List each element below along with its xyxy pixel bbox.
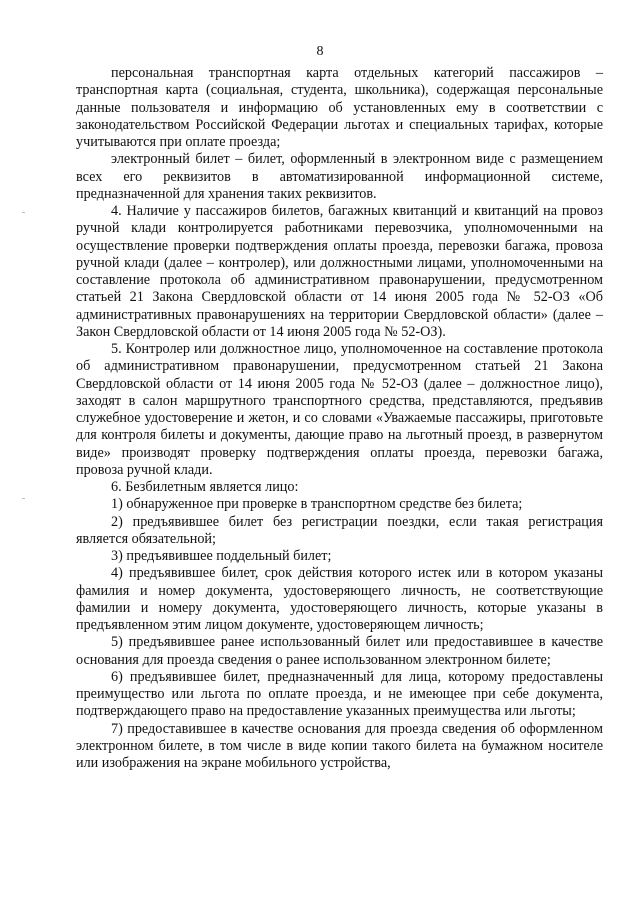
paragraph-item-4: 4. Наличие у пассажиров билетов, багажных квитанций и квитанций на провоз ручной клади контролируется работниками перевозчика, уполномоченными на осуществление проверки подтверждения оплаты проезда, перевозки багажа, провоза ручной клади (далее – контролер), или должностными лицами, уполномоченными на составление протокола об административном правонарушении, предусмотренном статьей 21 Закона Свердловской области от 14 июня 2005 года № 52-ОЗ «Об административных правонарушениях на территории Свердловской области» (далее – Закон Свердловской области от 14 июня 2005 года № 52-ОЗ). (76, 203, 603, 340)
list-item-2: 2) предъявившее билет без регистрации поездки, если такая регистрация является обязательной; (76, 513, 603, 547)
scan-margin-mark (22, 498, 25, 499)
document-body (76, 65, 603, 772)
paragraph-item-6: 6. Безбилетным является лицо: (111, 479, 299, 495)
list-item-3: 3) предъявившее поддельный билет; (111, 548, 332, 564)
paragraph-transport-card: персональная транспортная карта отдельных категорий пассажиров – транспортная карта (социальная, студента, школьника), содержащая персональные данные пользователя и информацию об установленных ему в соответствии с законодательством Российской Федерации льготах и специальных тарифах, которые учитываются при оплате проезда; (76, 65, 603, 150)
list-item-7: 7) предоставившее в качестве основания для проезда сведения об оформленном электронном билете, в том числе в виде копии такого билета на бумажном носителе или изображения на экране мобильного устройства, (76, 720, 603, 771)
list-item-4: 4) предъявившее билет, срок действия которого истек или в котором указаны фамилия и номер документа, удостоверяющего личность, не соответствующие фамилии и номеру документа, удостоверяющего личность, которые указаны в предъявленном этим лицом документе, удостоверяющем личность; (76, 565, 603, 633)
scan-margin-mark (22, 212, 25, 213)
list-item-1: 1) обнаруженное при проверке в транспортном средстве без билета; (111, 496, 523, 513)
paragraph-electronic-ticket: электронный билет – билет, оформленный в электронном виде с размещением всех его реквизитов в автоматизированной информационной системе, предназначенной для хранения таких реквизитов. (76, 151, 603, 202)
paragraph-item-5: 5. Контролер или должностное лицо, уполномоченное на составление протокола об административном правонарушении, предусмотренном статьей 21 Закона Свердловской области от 14 июня 2005 года № 52-ОЗ (далее – должностное лицо), заходят в салон маршрутного транспортного средства, представляются, предъявив служебное удостоверение и жетон, и со словами «Уважаемые пассажиры, приготовьте для контроля билеты и документы, дающие право на льготный проезд, в развернутом виде» производят проверку подтверждения оплаты проезда, перевозки багажа, провоза ручной клади. (76, 341, 603, 478)
list-item-6: 6) предъявившее билет, предназначенный для лица, которому предоставлены преимущество или льгота по оплате проезда, и не имеющее при себе документа, подтверждающего право на предоставление указанных преимущества или льготы; (76, 668, 603, 720)
page-number: 8 (316, 44, 324, 59)
list-item-5: 5) предъявившее ранее использованный билет или предоставившее в качестве основания для проезда сведения о ранее использованном электронном билете; (76, 634, 603, 668)
